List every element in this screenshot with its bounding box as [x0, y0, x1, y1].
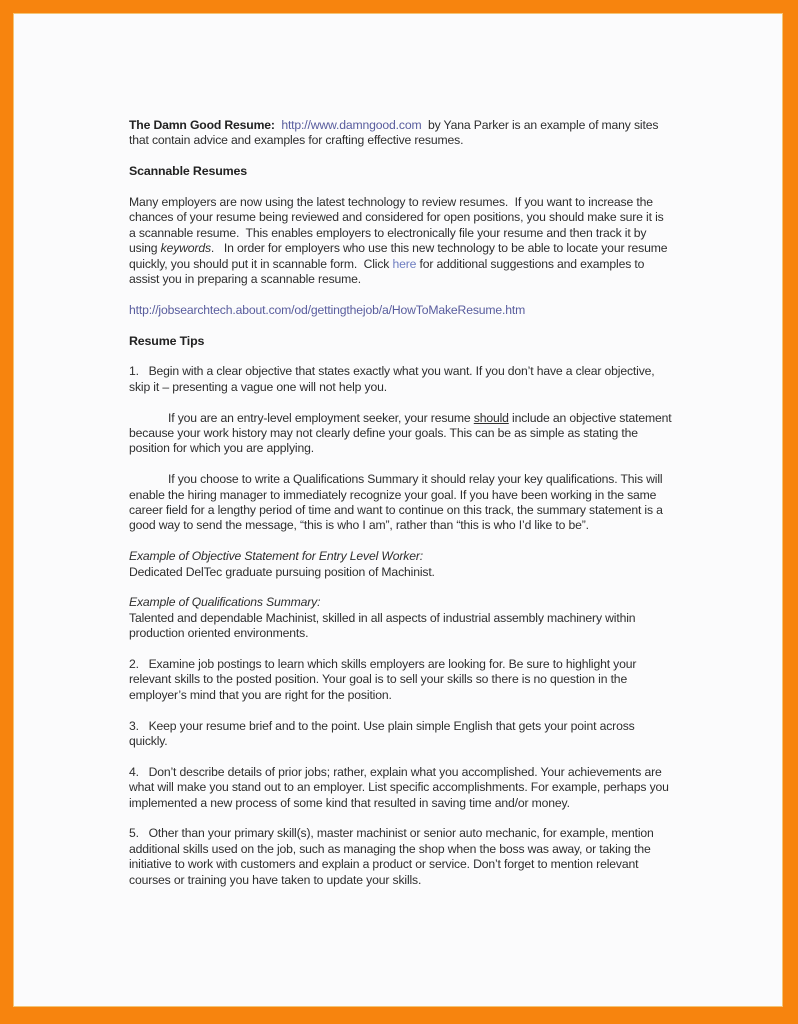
example-objective-text: Dedicated DelTec graduate pursuing position of Machinist. — [129, 564, 435, 579]
intro-title: The Damn Good Resume: — [129, 118, 275, 132]
tip-1: 1. Begin with a clear objective that states exactly what you want. If you don’t have a clear objective, skip it – presenting a vague one will not help you. — [129, 364, 658, 394]
resource-link-line — [129, 303, 672, 318]
scannable-paragraph — [129, 195, 672, 287]
tip-5: 5. Other than your primary skill(s), master machinist or senior auto mechanic, for example, mention additional skills used on the job, such as managing the shop when the boss was away, or taking the initiative to work with customers and explain a product or service. Don’t forget to mention relevant courses or training you have taken to update your skills. — [129, 826, 657, 887]
example-objective-label: Example of Objective Statement for Entry Level Worker: — [129, 549, 423, 564]
document-content — [129, 118, 675, 904]
intro-rest: by Yana Parker is an example of many sites that contain advice and examples for crafting effective resumes. — [129, 118, 662, 148]
qualifications-paragraph: If you choose to write a Qualifications Summary it should relay your key qualifications. This will enable the hiring manager to immediately recognize your goal. If you have been working in the same career field for a lengthy period of time and want to continue on this track, the summary statement is a good way to send the message, “this is who I am”, rather than “this is who I’d like to be”. — [129, 472, 667, 533]
should-underlined: should — [473, 410, 509, 425]
jobsearchtech-link[interactable]: http://jobsearchtech.about.com/od/gettingthejob/a/HowToMakeResume.htm — [129, 302, 526, 317]
tip-2: 2. Examine job postings to learn which skills employers are looking for. Be sure to highlight your relevant skills to the posted position. Your goal is to sell your skills so there is no question in the employer’s mind that you are right for the position. — [129, 657, 640, 702]
heading-resume-tips: Resume Tips — [129, 333, 205, 348]
scannable-body-2: . In order for employers who use this new technology to be able to locate your resume quickly, you should put it in scannable form. Click — [129, 241, 671, 271]
damngood-link[interactable]: http://www.damngood.com — [281, 118, 422, 132]
document-page — [13, 13, 783, 1007]
intro-paragraph — [129, 118, 672, 149]
scannable-body-1: Many employers are now using the latest technology to review resumes. If you want to increase the chances of your resume being reviewed and considered for open positions, you should make sure it is a scannable resume. This enables employers to electronically file your resume and then track it by using — [129, 195, 667, 256]
heading-scannable-resumes: Scannable Resumes — [129, 164, 247, 179]
entry-level-pre: If you are an entry-level employment seeker, your resume — [168, 410, 474, 425]
entry-level-paragraph — [129, 410, 675, 457]
entry-level-post: include an objective statement because your work history may not clearly define your goals. This can be as simple as stating the position for which you are applying. — [129, 410, 675, 456]
tip-4: 4. Don’t describe details of prior jobs; rather, explain what you accomplished. Your achievements are what will make you stand out to an employer. List specific accomplishments. For example, perhaps you implemented a new process of some kind that resulted in saving time and/or money. — [129, 764, 673, 810]
keywords-term: keywords — [160, 241, 211, 256]
tip-3: 3. Keep your resume brief and to the point. Use plain simple English that gets your point across quickly. — [129, 718, 638, 749]
here-link[interactable]: here — [392, 256, 417, 271]
scannable-body-3: for additional suggestions and examples to assist you in preparing a scannable resume. — [129, 256, 648, 287]
example-summary-text: Talented and dependable Machinist, skilled in all aspects of industrial assembly machinery within production oriented environments. — [129, 610, 639, 641]
example-summary-label: Example of Qualifications Summary: — [129, 595, 321, 610]
